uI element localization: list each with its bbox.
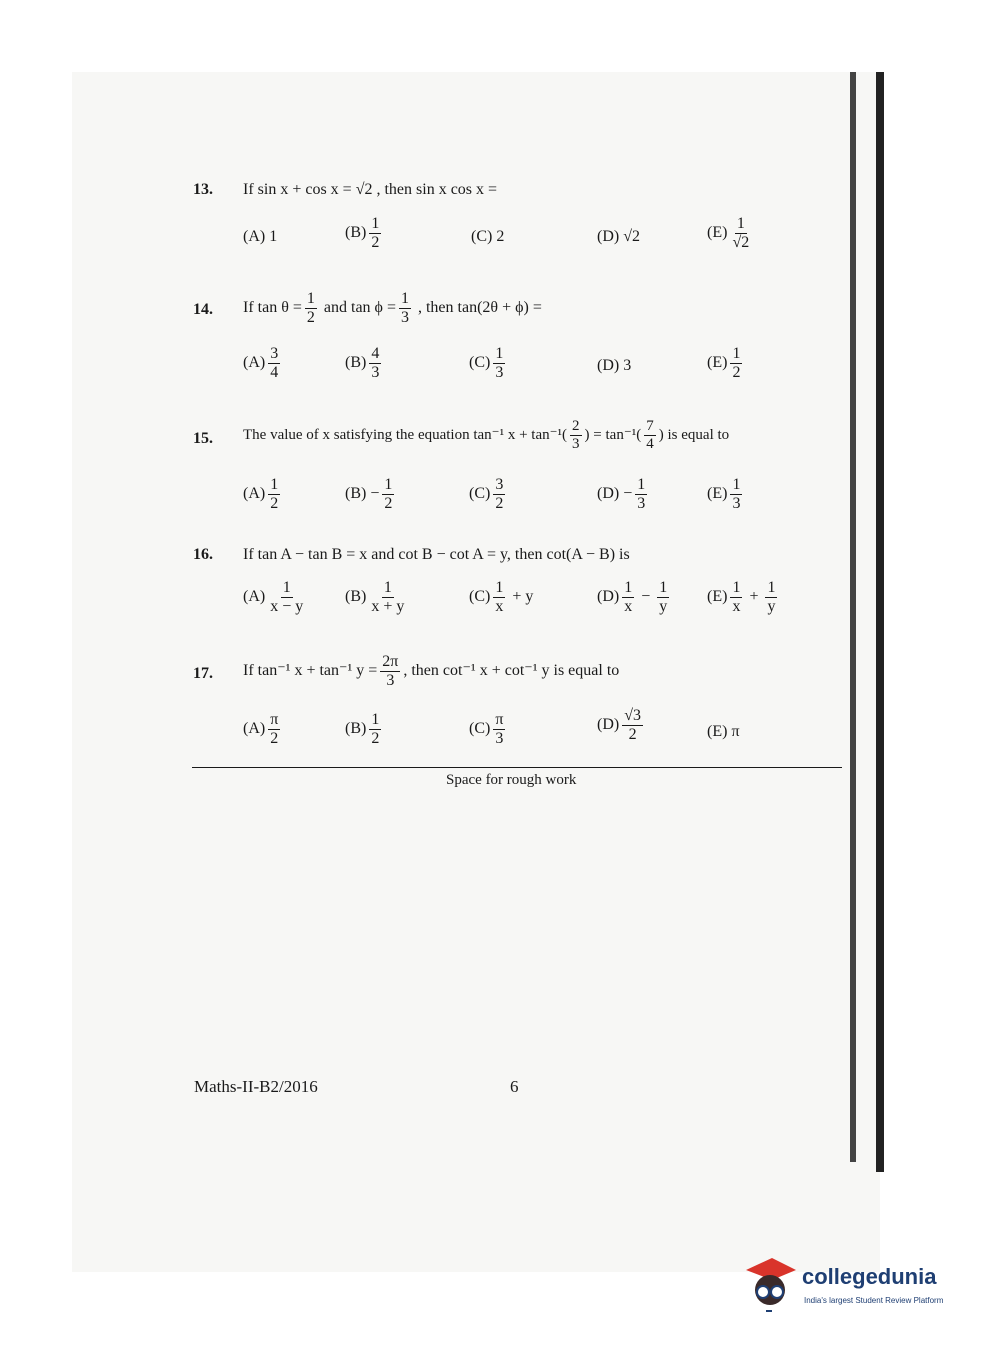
brand-tagline: India's largest Student Review Platform: [804, 1296, 944, 1305]
question-stem: [243, 181, 497, 199]
option: (D) 3: [597, 357, 632, 374]
option: (B) $\frac{4}{3}$: [345, 345, 380, 381]
page-edge-line: [850, 72, 856, 1162]
option: (D) $\frac{1}{x}$ − $\frac{1}{y}$: [597, 579, 668, 615]
option: (B) $\frac{1}{2}$: [345, 711, 380, 747]
option: (E) $\frac{1}{x}$ + $\frac{1}{y}$: [707, 579, 776, 615]
stem-text: √2: [355, 181, 373, 198]
question-number: 13.: [193, 181, 213, 198]
question-number: 14.: [193, 301, 213, 318]
option: (E) $\frac{1}{3}$: [707, 476, 741, 512]
option: (E) $\frac{1}{2}$: [707, 345, 741, 381]
option: (E) $\frac{1}{√2}$: [707, 215, 750, 251]
option: (E) π: [707, 723, 740, 740]
graduate-mascot-icon: [742, 1252, 798, 1314]
question-stem: The value of x satisfying the equation tan⁻¹ x + tan⁻¹( $\frac{2}{3}$ ) = tan⁻¹( $\frac{7}{4}$ ) is equal to: [243, 418, 730, 452]
option: (A) $\frac{\pi}{2}$: [243, 711, 279, 747]
option: (C) $\frac{3}{2}$: [469, 476, 504, 512]
option: (C) $\frac{1}{x}$ + y: [469, 579, 534, 615]
option: (A) $\frac{1}{2}$: [243, 476, 279, 512]
option: (C) $\frac{1}{3}$: [469, 345, 504, 381]
binding-edge: [876, 72, 884, 1172]
option: (B) $\frac{1}{2}$: [345, 215, 380, 251]
option: (C) $\frac{\pi}{3}$: [469, 711, 504, 747]
option: (A) 1: [243, 228, 278, 245]
option: (B) − $\frac{1}{2}$: [345, 476, 393, 512]
divider: [192, 767, 842, 768]
option: (D) $\frac{√3}{2}$: [597, 707, 641, 743]
option: (D) √2: [597, 228, 640, 245]
page-number: 6: [510, 1077, 519, 1096]
question-number: 17.: [193, 665, 213, 682]
brand-name: collegedunia: [802, 1264, 937, 1289]
paper-code: Maths-II-B2/2016: [194, 1077, 318, 1096]
question-stem: If tan A − tan B = x and cot B − cot A = y, then cot(A − B) is: [243, 546, 630, 563]
rough-work-label: Space for rough work: [446, 772, 577, 788]
option: (C) 2: [471, 228, 505, 245]
collegedunia-logo: [742, 1252, 972, 1322]
option: (D) − $\frac{1}{3}$: [597, 476, 646, 512]
question-stem: If tan⁻¹ x + tan⁻¹ y = $\frac{2\pi}{3}$ , then cot⁻¹ x + cot⁻¹ y is equal to: [243, 653, 620, 689]
option: (A) $\frac{3}{4}$: [243, 345, 279, 381]
option: (A) $\frac{1}{x - y}$: [243, 579, 304, 615]
stem-text: , then sin x cos x =: [372, 181, 498, 198]
stem-text: If sin x + cos x =: [243, 181, 356, 198]
option: (B) $\frac{1}{x + y}$: [345, 579, 405, 615]
question-number: 15.: [193, 430, 213, 447]
question-number: 16.: [193, 546, 213, 563]
question-stem: If tan θ = $\frac{1}{2}$ and tan ϕ = $\frac{1}{3}$ , then tan(2θ + ϕ) =: [243, 290, 542, 326]
